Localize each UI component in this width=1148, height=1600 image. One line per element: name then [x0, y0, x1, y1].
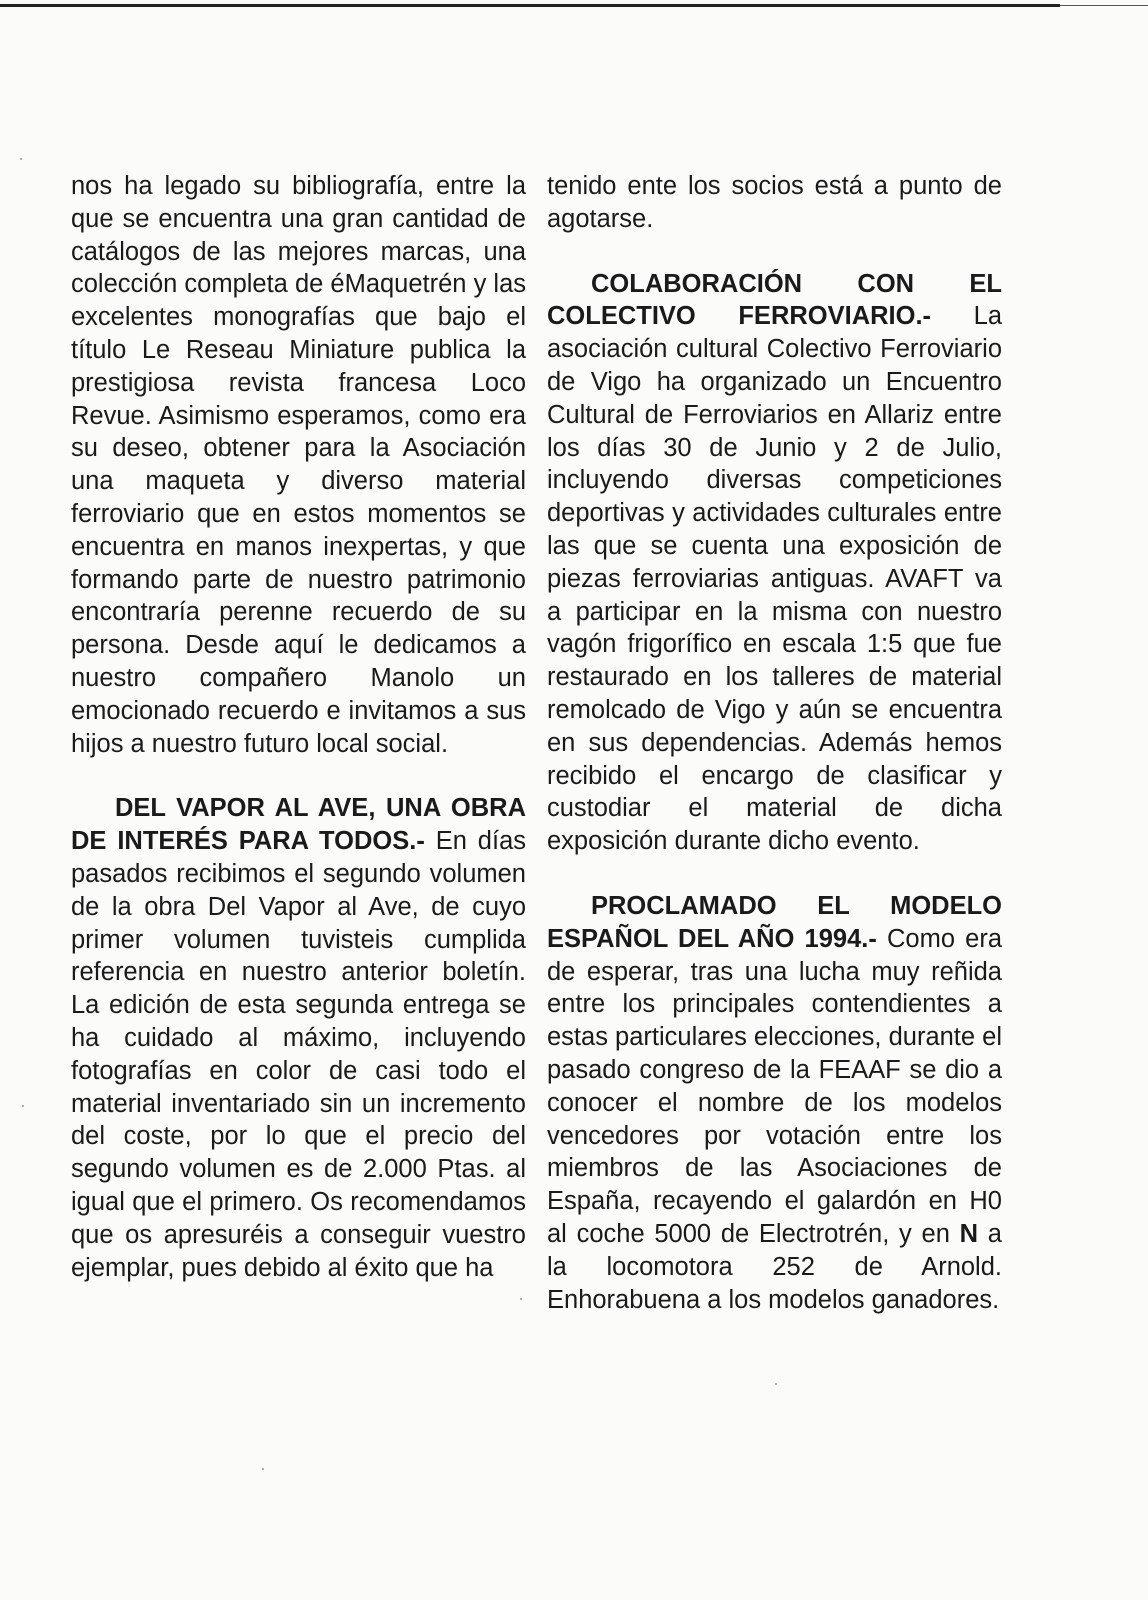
continuation-paragraph: tenido ente los socios está a punto de agotarse.	[547, 172, 1002, 233]
modelo-body-b: a la locomotora 252 de Arnold. Enhorabuena a los modelos ganadores.	[547, 1219, 1002, 1314]
vapor-ave-heading: DEL VAPOR AL AVE, UNA OBRA DE INTERÉS PARA TODOS.-	[71, 794, 526, 856]
modelo-body-a: Como era de esperar, tras una lucha muy reñida entre los principales contendientes a estas particulares elecciones, durante el pasado congreso de la FEAAF se dio a conocer el nombre de los modelos vencedores por votación entre los miembros de las Asociaciones de España, recayendo el galardón en H0 al coche 5000 de Electrotrén, y en	[547, 924, 1003, 1248]
scan-speck	[520, 1298, 522, 1300]
scan-speck	[775, 1383, 777, 1385]
vapor-ave-paragraph	[71, 792, 526, 1284]
scan-speck	[20, 158, 22, 160]
modelo-heading: PROCLAMADO EL MODELO ESPAÑOL DEL AÑO 1994.-	[547, 891, 1002, 953]
vapor-ave-body: En días pasados recibimos el segundo volumen de la obra Del Vapor al Ave, de cuyo primer volumen tuvisteis cumplida referencia en nuestro anterior boletín. La edición de esta segunda entrega se ha cuidado al máximo, incluyendo fotografías en color de casi todo el material inventariado sin un incremento del coste, por lo que el precio del segundo volumen es de 2.000 Ptas. al igual que el primero. Os recomendamos que os apresuréis a conseguir vuestro ejemplar, pues debido al éxito que ha	[71, 827, 526, 1282]
colectivo-heading: COLABORACIÓN CON EL COLECTIVO FERROVIARIO.-	[547, 269, 1002, 331]
scan-speck	[22, 1105, 24, 1107]
top-border-line-thin	[1060, 5, 1148, 6]
scan-speck	[262, 1468, 264, 1470]
right-column	[547, 170, 1002, 1316]
left-column	[71, 170, 526, 1284]
intro-paragraph: nos ha legado su bibliografía, entre la que se encuentra una gran cantidad de catálogos de las mejores marcas, una colección completa de éMaquetrén y las excelentes monografías que bajo el título Le Reseau Miniature publica la prestigiosa revista francesa Loco Revue. Asimismo esperamos, como era su deseo, obtener para la Asociación una maqueta y diverso material ferroviario que en estos momentos se encuentra en manos inexpertas, y que formando parte de nuestro patrimonio encontraría perenne recuerdo de su persona. Desde aquí le dedicamos a nuestro compañero Manolo un emocionado recuerdo e invitamos a sus hijos a nuestro futuro local social.	[71, 172, 527, 758]
colectivo-paragraph	[547, 268, 1002, 858]
modelo-bold-n: N	[959, 1219, 979, 1248]
top-border-line	[0, 4, 1060, 7]
modelo-paragraph	[547, 890, 1002, 1316]
colectivo-body: La asociación cultural Colectivo Ferroviario de Vigo ha organizado un Encuentro Cultural de Ferroviarios en Allariz entre los días 30 de Junio y 2 de Julio, incluyendo diversas competiciones deportivas y actividades culturales entre las que se cuenta una exposición de piezas ferroviarias antiguas. AVAFT va a participar en la misma con nuestro vagón frigorífico en escala 1:5 que fue restaurado en los talleres de material remolcado de Vigo y aún se encuentra en sus dependencias. Además hemos recibido el encargo de clasificar y custodiar el material de dicha exposición durante dicho evento.	[547, 302, 1002, 856]
